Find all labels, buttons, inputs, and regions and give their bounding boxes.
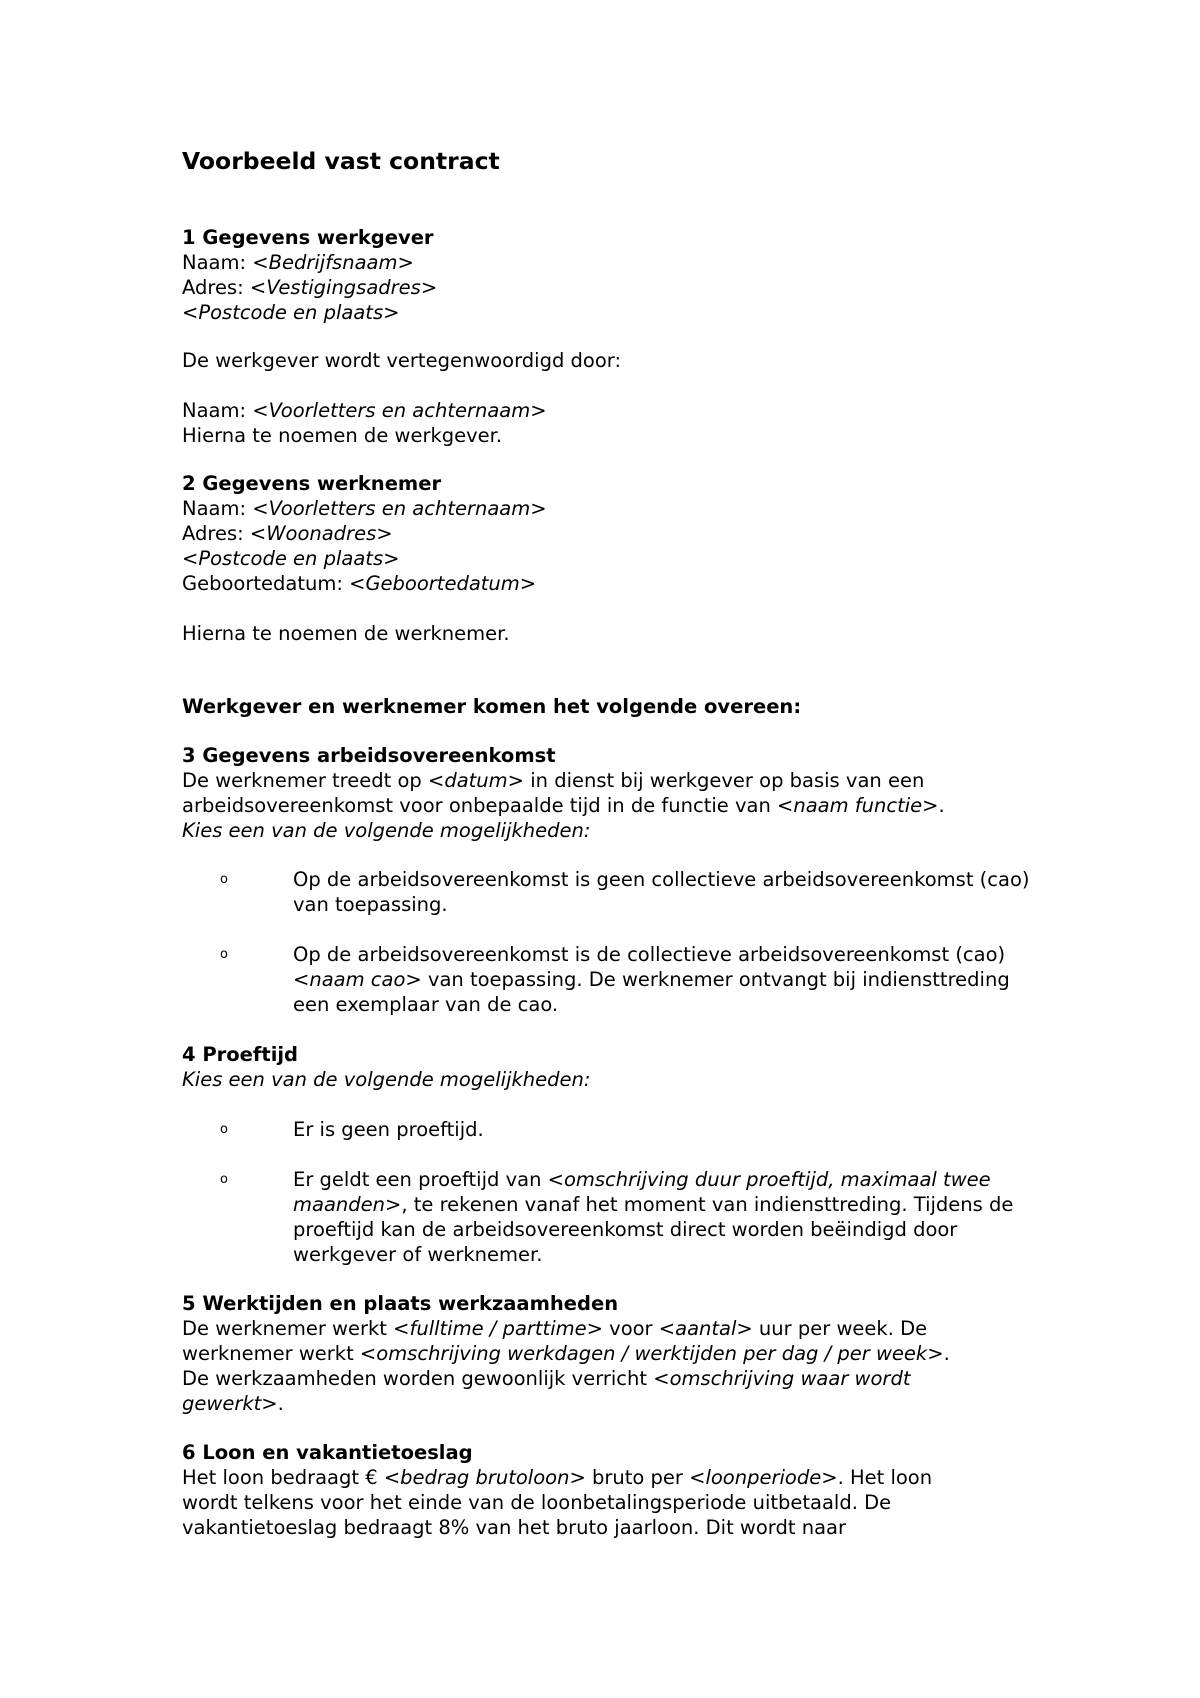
placeholder-geboortedatum: <Geboortedatum>: [349, 572, 537, 595]
hierna-werkgever: Hierna te noemen de werkgever.: [182, 424, 503, 447]
placeholder-voorletters: <Voorletters en achternaam>: [252, 497, 547, 520]
paragraph-line: De werknemer werkt <fulltime / parttime> voor <aantal> uur per week. De: [182, 1317, 928, 1340]
placeholder-postcode: <Postcode en plaats>: [182, 301, 400, 324]
paragraph-line: Het loon bedraagt € <bedrag brutoloon> bruto per <loonperiode>. Het loon: [182, 1466, 933, 1489]
hierna-werknemer: Hierna te noemen de werknemer.: [182, 622, 510, 645]
instruction-text: Kies een van de volgende mogelijkheden:: [182, 1068, 591, 1091]
bullet-circle-icon: o: [220, 947, 228, 962]
placeholder-woonadres: <Woonadres>: [249, 522, 393, 545]
agreement-statement: [182, 694, 1062, 719]
werkgever-rep-details: [182, 398, 1062, 448]
placeholder-loonperiode: <loonperiode>: [689, 1466, 838, 1489]
paragraph-line: De werknemer treedt op <datum> in dienst bij werkgever op basis van een: [182, 769, 925, 792]
paragraph-line: De werkzaamheden worden gewoonlijk verricht <omschrijving waar wordt: [182, 1367, 911, 1390]
instruction-text: Kies een van de volgende mogelijkheden:: [182, 819, 591, 842]
werknemer-hierna: [182, 621, 1062, 646]
placeholder-bedrag-brutoloon: <bedrag brutoloon>: [383, 1466, 586, 1489]
section-loon: [182, 1440, 1062, 1540]
werknemer-adres: Adres: <Woonadres>: [182, 522, 393, 545]
representative-naam: Naam: <Voorletters en achternaam>: [182, 399, 547, 422]
placeholder-naam-functie: <naam functie>: [777, 794, 939, 817]
representative-intro: De werkgever wordt vertegenwoordigd door:: [182, 349, 622, 372]
placeholder-postcode: <Postcode en plaats>: [182, 547, 400, 570]
placeholder-bedrijfsnaam: <Bedrijfsnaam>: [252, 251, 414, 274]
placeholder-vestigingsadres: <Vestigingsadres>: [249, 276, 438, 299]
section-heading: 6 Loon en vakantietoeslag: [182, 1441, 473, 1464]
section-heading: 3 Gegevens arbeidsovereenkomst: [182, 744, 556, 767]
placeholder-duur-proeftijd: <omschrijving duur proeftijd, maximaal twee: [547, 1168, 991, 1191]
paragraph-line: wordt telkens voor het einde van de loonbetalingsperiode uitbetaald. De: [182, 1491, 892, 1514]
section-proeftijd: [182, 1042, 1062, 1092]
section-heading: 5 Werktijden en plaats werkzaamheden: [182, 1292, 619, 1315]
bullet-circle-icon: o: [220, 1122, 228, 1137]
paragraph-line: vakantietoeslag bedraagt 8% van het bruto jaarloon. Dit wordt naar: [182, 1516, 846, 1539]
section-werknemer: [182, 471, 1062, 596]
section-werktijden: [182, 1291, 1062, 1416]
placeholder-werkdagen: <omschrijving werkdagen / werktijden per dag / per week>: [359, 1342, 944, 1365]
placeholder-aantal: <aantal>: [658, 1317, 753, 1340]
bullet-circle-icon: o: [220, 872, 228, 887]
paragraph-line: werknemer werkt <omschrijving werkdagen / werktijden per dag / per week>.: [182, 1342, 950, 1365]
placeholder-datum: <datum>: [428, 769, 525, 792]
placeholder-fulltime-parttime: <fulltime / parttime>: [393, 1317, 603, 1340]
werkgever-representative: [182, 348, 1062, 373]
werkgever-adres: Adres: <Vestigingsadres>: [182, 276, 438, 299]
section-heading: 2 Gegevens werknemer: [182, 472, 442, 495]
placeholder-voorletters: <Voorletters en achternaam>: [252, 399, 547, 422]
paragraph-line: gewerkt>.: [182, 1392, 284, 1415]
bullet-circle-icon: o: [220, 1172, 228, 1187]
placeholder-naam-cao: <naam cao>: [293, 968, 422, 991]
document-title: Voorbeeld vast contract: [182, 147, 500, 175]
section-heading: 4 Proeftijd: [182, 1043, 299, 1066]
section-werkgever: [182, 225, 1062, 325]
werknemer-geboortedatum: Geboortedatum: <Geboortedatum>: [182, 572, 537, 595]
paragraph-line: arbeidsovereenkomst voor onbepaalde tijd in de functie van <naam functie>.: [182, 794, 945, 817]
section-heading: 1 Gegevens werkgever: [182, 226, 434, 249]
section-arbeidsovereenkomst: [182, 743, 1062, 843]
werknemer-naam: Naam: <Voorletters en achternaam>: [182, 497, 547, 520]
agreement-heading: Werkgever en werknemer komen het volgende overeen:: [182, 695, 802, 718]
werkgever-naam: Naam: <Bedrijfsnaam>: [182, 251, 414, 274]
placeholder-waar-gewerkt: <omschrijving waar wordt: [653, 1367, 911, 1390]
